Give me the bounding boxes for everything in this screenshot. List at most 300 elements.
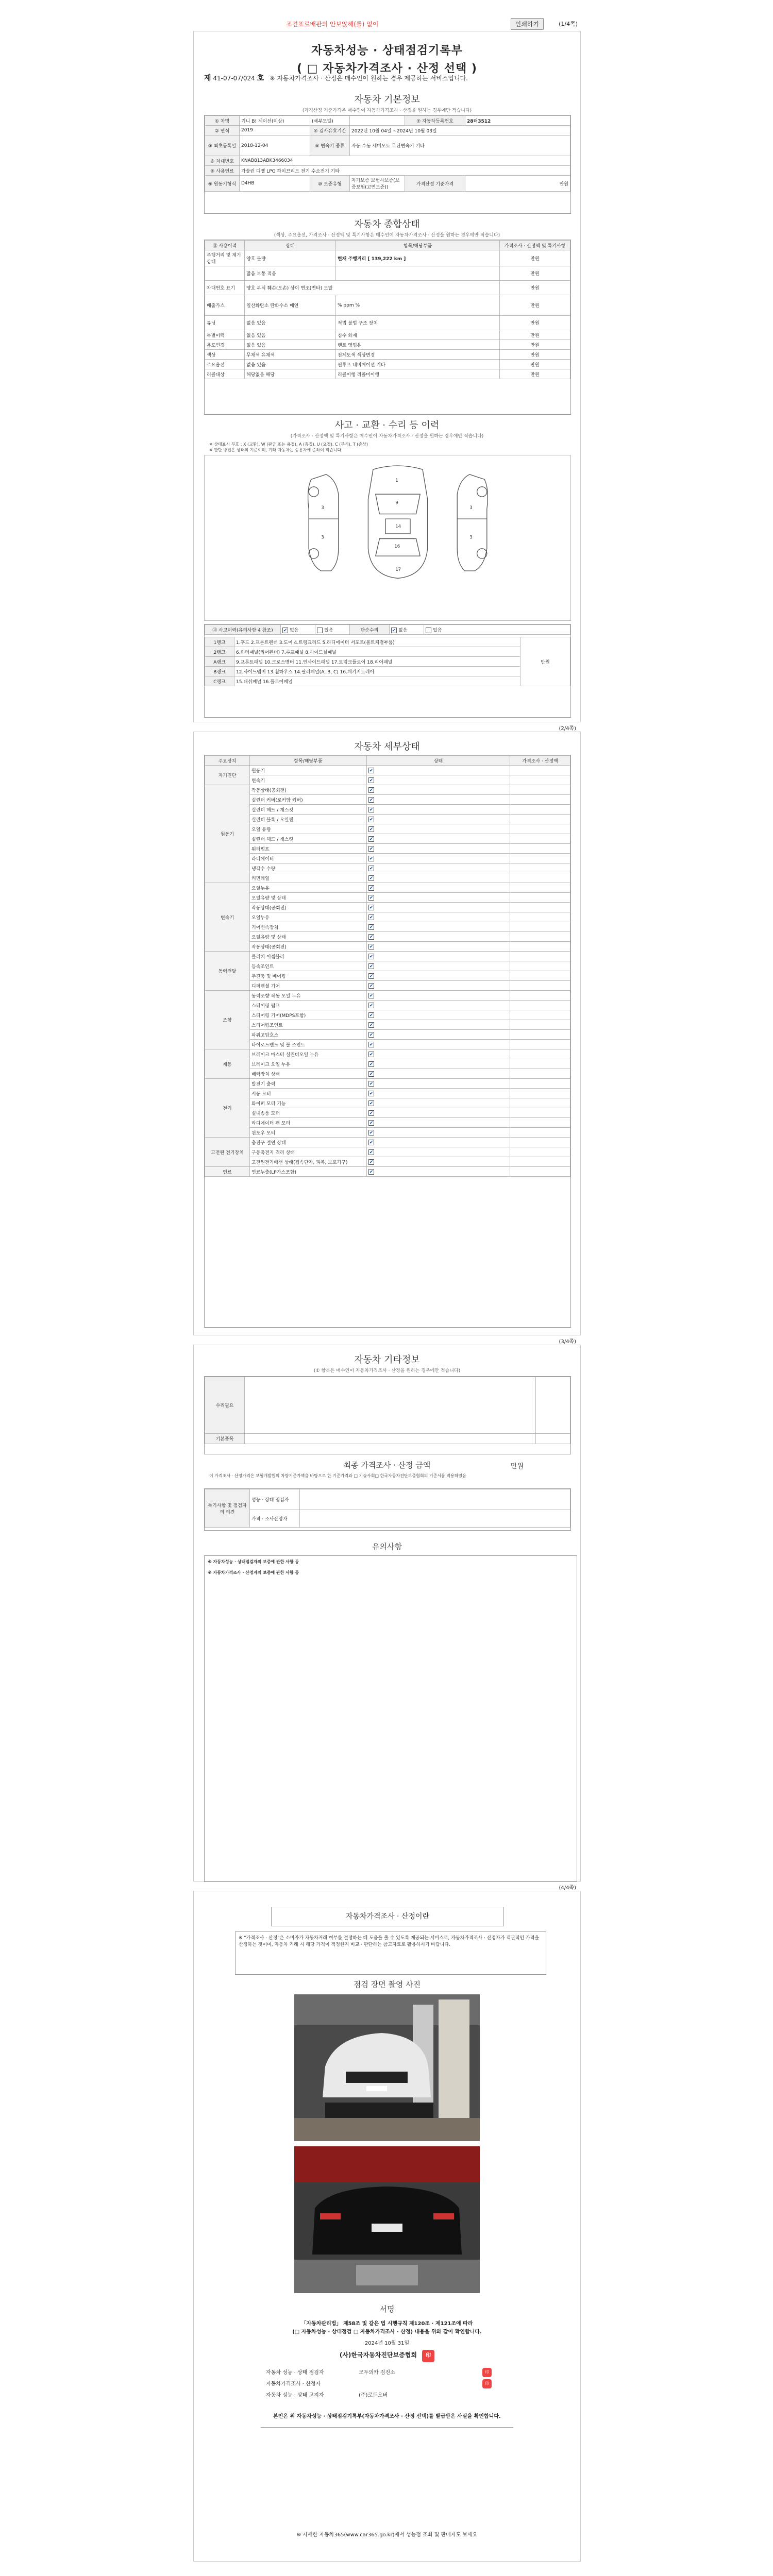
other-title: 자동차 기타정보 <box>354 1354 420 1365</box>
car-photo-rear-image <box>294 2146 480 2293</box>
detail-row <box>205 805 570 815</box>
sign-rows <box>266 2368 508 2402</box>
detail-item-name: 오일누유 <box>250 912 367 922</box>
detail-price-cell <box>510 1147 570 1157</box>
transmission-label: ⑤ 변속기 종류 <box>310 135 350 156</box>
detail-state-cell <box>367 1079 510 1089</box>
summary-state: 많음 보통 적음 <box>245 266 336 281</box>
diagram-number: 3 <box>469 535 473 540</box>
detail-item-name: 실린더 헤드 / 개스킷 <box>250 805 367 815</box>
vin-value: KNAB813ABK3466034 <box>240 156 570 166</box>
checkbox-icon <box>282 628 288 633</box>
checkbox-icon <box>368 1140 374 1145</box>
detail-header-state: 상태 <box>367 756 510 766</box>
detail-row <box>205 1040 570 1049</box>
summary-price: 만원 <box>500 360 570 369</box>
detail-state-cell <box>367 795 510 805</box>
caution-box <box>204 1555 577 1882</box>
checkbox-icon <box>368 895 374 901</box>
warranty-label: ⑩ 보증유형 <box>310 176 350 192</box>
detail-row <box>205 1128 570 1138</box>
detail-row <box>205 873 570 883</box>
detail-item-name: 실내송풍 모터 <box>250 1108 367 1118</box>
guide-title: 자동차가격조사 · 산정이란 <box>271 1907 504 1926</box>
checkbox-icon <box>368 866 374 871</box>
detail-item-name: 작동상태(공회전) <box>250 903 367 912</box>
detail-item-name: 오일유량 및 상태 <box>250 893 367 903</box>
detail-row <box>205 1020 570 1030</box>
sign-row-label: 자동차 성능 · 상태 점검자 <box>266 2370 324 2376</box>
sub-model-value <box>350 116 405 126</box>
detail-item-name: 오일누유 <box>250 883 367 893</box>
final-price-unit: 만원 <box>510 1463 524 1470</box>
summary-item: 튜닝 <box>205 316 245 330</box>
detail-group-name: 전기 <box>205 1079 250 1138</box>
detail-row <box>205 1138 570 1147</box>
diagram-number: 3 <box>321 535 324 540</box>
detail-state-cell <box>367 952 510 961</box>
checkbox-icon <box>368 777 374 783</box>
summary-detail: 렌트 영업용 <box>336 340 500 350</box>
sign-date: 2024년 10월 31일 <box>364 2341 410 2346</box>
checkbox-icon <box>426 628 431 633</box>
checkbox-icon <box>368 993 374 998</box>
summary-state: 일산화탄소 탄화수소 매연 <box>245 295 336 316</box>
fuel-value: 가솔린 디젤 LPG 하이브리드 전기 수소전기 기타 <box>240 166 570 176</box>
detail-row <box>205 1001 570 1010</box>
diagram-number: 16 <box>394 544 400 549</box>
legend-line-2: ※ 판단 방법은 상태의 기준이며, 기타 자동차는 승용차에 준하여 적습니다 <box>209 448 342 452</box>
detail-item-name: 원동기 <box>250 766 367 775</box>
rank-items: 12.사이드멤버 13.휠하우스 14.필러패널(A, B, C) 16.패키지트레이 <box>234 667 520 676</box>
checkbox-icon <box>368 807 374 812</box>
checkbox-icon <box>368 954 374 959</box>
detail-row <box>205 795 570 805</box>
basic-info-note: (가격산정 기준가격은 매수인이 자동차가격조사 · 산정을 원하는 경우에만 적습니다) <box>302 108 472 113</box>
detail-price-cell <box>510 1040 570 1049</box>
detail-row <box>205 971 570 981</box>
repair-yes: 있음 <box>424 625 570 635</box>
detail-state-cell <box>367 883 510 893</box>
summary-state: 양호 불량 <box>245 250 336 266</box>
detail-header-item: 항목/해당부품 <box>250 756 367 766</box>
detail-price-cell <box>510 1098 570 1108</box>
detail-price-cell <box>510 795 570 805</box>
detail-price-cell <box>510 805 570 815</box>
page-1 <box>193 31 581 722</box>
detail-item-name: 연료누출(LP가스포함) <box>250 1167 367 1177</box>
reg-note: ※ 자동차가격조사 · 산정은 매수인이 원하는 경우 제공하는 서비스입니다. <box>270 75 468 82</box>
summary-detail: 침수 화재 <box>336 330 500 340</box>
summary-header-usage: ⑪ 사용이력 <box>205 241 245 250</box>
rank-items: 15.대쉬패널 16.플로어패널 <box>234 676 520 686</box>
detail-row <box>205 893 570 903</box>
detail-price-cell <box>510 971 570 981</box>
car-name-value: 기니 B! 제이션(미상) <box>240 116 310 126</box>
detail-row <box>205 1118 570 1128</box>
detail-price-cell <box>510 912 570 922</box>
summary-item: 색상 <box>205 350 245 360</box>
detail-state-cell <box>367 1098 510 1108</box>
summary-title: 자동차 종합상태 <box>354 219 420 230</box>
basic-items-price <box>536 1434 570 1444</box>
detail-state-cell <box>367 942 510 952</box>
detail-item-name: 오일 유량 <box>250 824 367 834</box>
accident-rank-table <box>204 624 571 718</box>
detail-price-cell <box>510 1089 570 1098</box>
reg-suffix: 호 <box>257 74 264 82</box>
detail-header-price: 가격조사 · 산정액 <box>510 756 570 766</box>
detail-price-cell <box>510 766 570 775</box>
appraiser-opinion <box>300 1510 570 1528</box>
sign-row-label: 자동차 성능 · 상태 고지자 <box>266 2393 324 2398</box>
summary-price: 만원 <box>500 266 570 281</box>
detail-row <box>205 991 570 1001</box>
detail-group-name: 자기진단 <box>205 766 250 785</box>
detail-title: 자동차 세부상태 <box>354 741 420 752</box>
checkbox-icon <box>368 846 374 852</box>
diagram-number: 1 <box>395 478 398 484</box>
checkbox-icon <box>368 1130 374 1136</box>
repair-price-cell <box>536 1377 570 1434</box>
engine-type-label: ⑨ 원동기형식 <box>205 176 240 192</box>
detail-item-name: 디퍼렌셜 기어 <box>250 981 367 991</box>
detail-item-name: 라디에이터 팬 모터 <box>250 1118 367 1128</box>
detail-item-name: 동력조향 작동 오일 누유 <box>250 991 367 1001</box>
accident-legend <box>209 442 570 453</box>
detail-state-cell <box>367 1138 510 1147</box>
detail-state-cell <box>367 1118 510 1128</box>
rank-items: 6.쿼터패널(리어펜더) 7.루프패널 8.사이드실패널 <box>234 647 520 657</box>
detail-item-name: 라디에이터 <box>250 854 367 863</box>
summary-price: 만원 <box>500 281 570 295</box>
detail-row <box>205 844 570 854</box>
sign-law-line-2: (□ 자동차성능 · 상태점검 □ 자동차가격조사 · 산정) 내용을 위와 같이 확인합니다. <box>292 2329 482 2335</box>
detail-item-name: 와이퍼 모터 기능 <box>250 1098 367 1108</box>
detail-price-cell <box>510 863 570 873</box>
summary-price: 만원 <box>500 316 570 330</box>
car-diagram <box>287 460 509 583</box>
checkbox-icon <box>368 817 374 822</box>
checkbox-icon <box>368 1110 374 1116</box>
detail-item-name: 시동 모터 <box>250 1089 367 1098</box>
detail-row <box>205 766 570 775</box>
detail-state-cell <box>367 873 510 883</box>
detail-row <box>205 1079 570 1089</box>
summary-state: 없음 있음 <box>245 330 336 340</box>
diagram-number: 3 <box>321 505 324 511</box>
detail-item-name: 기어변속장치 <box>250 922 367 932</box>
sign-confirm-text: 본인은 위 자동차성능 · 상태점검기록부(자동차가격조사 · 산정 선택)를 발급받은 사실을 확인합니다. <box>273 2414 501 2419</box>
top-bar <box>193 16 580 32</box>
detail-state-cell <box>367 844 510 854</box>
accident-none: ✔ 없음 <box>281 625 315 635</box>
accident-history-label: ⑫ 사고이력(유의사항 4 참조) <box>205 625 281 635</box>
detail-state-cell <box>367 1069 510 1079</box>
summary-detail: 적법 불법 구조 장치 <box>336 316 500 330</box>
detail-item-name: 타이로드엔드 및 볼 조인트 <box>250 1040 367 1049</box>
checkbox-icon <box>368 856 374 861</box>
detail-state-cell <box>367 912 510 922</box>
detail-price-cell <box>510 991 570 1001</box>
checkbox-icon <box>368 1071 374 1077</box>
inspection-period-value: 2022년 10월 04일 ~2024년 10월 03일 <box>350 126 570 135</box>
sign-title: 서명 <box>379 2304 395 2314</box>
fuel-label: ⑧ 사용연료 <box>205 166 240 176</box>
warranty-value: 자가보증 보험사보증(보증보험(고연보증)) <box>350 176 405 192</box>
detail-price-cell <box>510 775 570 785</box>
summary-state: 없음 있음 <box>245 360 336 369</box>
summary-item: 특별이력 <box>205 330 245 340</box>
checkbox-icon <box>368 1012 374 1018</box>
detail-group-name: 동력전달 <box>205 952 250 991</box>
summary-state: 없음 있음 <box>245 340 336 350</box>
detail-row <box>205 863 570 873</box>
checkbox-icon <box>368 797 374 803</box>
detail-price-cell <box>510 903 570 912</box>
year-value: 2019 <box>240 126 310 135</box>
print-button[interactable]: 인쇄하기 <box>511 18 544 30</box>
detail-price-cell <box>510 1001 570 1010</box>
final-price-title: 최종 가격조사 · 산정 금액 <box>343 1461 431 1470</box>
rank-label: B랭크 <box>205 667 234 676</box>
detail-item-name: 작동상태(공회전) <box>250 942 367 952</box>
detail-state-cell <box>367 815 510 824</box>
summary-header-detail: 항목/해당부품 <box>336 241 500 250</box>
detail-price-cell <box>510 1167 570 1177</box>
detail-price-cell <box>510 1157 570 1167</box>
checkbox-icon <box>368 1159 374 1165</box>
summary-price: 만원 <box>500 369 570 379</box>
notice-link[interactable]: 조견표로배판의 안보않해(를) 없이 <box>286 21 379 28</box>
detail-item-name: 스티어링 펌프 <box>250 1001 367 1010</box>
detail-header-device: 주요장치 <box>205 756 250 766</box>
detail-state-cell <box>367 834 510 844</box>
diagram-number: 3 <box>469 505 473 511</box>
summary-detail: 썬루프 네비게이션 기타 <box>336 360 500 369</box>
detail-row <box>205 854 570 863</box>
diagram-number: 9 <box>395 500 398 506</box>
detail-group-name: 조향 <box>205 991 250 1049</box>
rank-price: 만원 <box>520 637 570 686</box>
checkbox-icon <box>368 1149 374 1155</box>
page-2 <box>193 726 581 1335</box>
detail-state-cell <box>367 1157 510 1167</box>
other-table <box>204 1376 571 1454</box>
detail-state-cell <box>367 991 510 1001</box>
inspection-photo-rear <box>294 2146 480 2293</box>
summary-item <box>205 266 245 281</box>
detail-state-cell <box>367 1049 510 1059</box>
checkbox-icon <box>368 875 374 881</box>
summary-state: 없음 있음 <box>245 316 336 330</box>
page-3 <box>193 1339 581 1882</box>
detail-item-name: 파워고압호스 <box>250 1030 367 1040</box>
checkbox-icon <box>368 1003 374 1008</box>
detail-item-name: 변속기 <box>250 775 367 785</box>
detail-price-cell <box>510 1030 570 1040</box>
detail-group-name: 연료 <box>205 1167 250 1177</box>
inspector-opinion <box>300 1489 570 1510</box>
base-price-value: 만원 <box>465 176 570 192</box>
detail-item-name: 워터펌프 <box>250 844 367 854</box>
detail-item-name: 클러치 어셈블리 <box>250 952 367 961</box>
detail-state-cell <box>367 1108 510 1118</box>
detail-state-cell <box>367 854 510 863</box>
detail-item-name: 고전원전기배선 상태(접속단자, 피복, 보호기구) <box>250 1157 367 1167</box>
detail-row <box>205 932 570 942</box>
summary-price: 만원 <box>500 340 570 350</box>
caution-title: 유의사항 <box>372 1542 402 1551</box>
checkbox-icon <box>368 1032 374 1038</box>
detail-row <box>205 1167 570 1177</box>
detail-state-cell <box>367 1001 510 1010</box>
page-number: (3/4쪽) <box>559 1339 576 1345</box>
title-line-2: ( □ 자동차가격조사 · 산정 선택 ) <box>297 62 477 75</box>
checkbox-icon <box>368 944 374 950</box>
checkbox-icon <box>368 1120 374 1126</box>
detail-row <box>205 1030 570 1040</box>
page-number: (2/4쪽) <box>559 726 576 732</box>
mileage-detail: 현재 주행거리 [ 139,222 km ] <box>336 250 500 266</box>
checkbox-icon <box>368 1022 374 1028</box>
detail-state-cell <box>367 1030 510 1040</box>
detail-price-cell <box>510 942 570 952</box>
first-reg-label: ③ 최초등록일 <box>205 135 240 156</box>
detail-row <box>205 981 570 991</box>
summary-item: 용도변경 <box>205 340 245 350</box>
summary-item: 주행거리 및 계기상태 <box>205 250 245 266</box>
detail-price-cell <box>510 1010 570 1020</box>
detail-state-cell <box>367 1020 510 1030</box>
detail-price-cell <box>510 1138 570 1147</box>
engine-type-value: D4HB <box>240 176 310 192</box>
detail-row <box>205 942 570 952</box>
detail-row <box>205 1098 570 1108</box>
detail-row <box>205 952 570 961</box>
summary-item: 리콜대상 <box>205 369 245 379</box>
seal-stamp-icon: 印 <box>422 2350 434 2362</box>
rank-items: 1.후드 2.프론트펜더 3.도어 4.트렁크리드 5.라디에이터 서포트(볼트체결부품) <box>234 637 520 647</box>
detail-table <box>204 755 571 1328</box>
basic-info-title: 자동차 기본정보 <box>354 94 420 105</box>
rank-label: 2랭크 <box>205 647 234 657</box>
accident-note: (가격조사 · 산정액 및 특기사항은 매수인이 자동차가격조사 · 산정을 원하는 경우에만 적습니다) <box>290 434 484 439</box>
plate-label: ⑦ 자동차등록번호 <box>405 116 465 126</box>
detail-row <box>205 834 570 844</box>
detail-row <box>205 883 570 893</box>
reg-prefix: 제 <box>204 74 211 82</box>
registration-line <box>204 73 570 83</box>
sign-law-line-1: 「자동차관리법」 제58조 및 같은 법 시행규칙 제120조 · 제121조에 따라 <box>301 2321 473 2327</box>
detail-group-name: 변속기 <box>205 883 250 952</box>
detail-row <box>205 961 570 971</box>
detail-price-cell <box>510 824 570 834</box>
detail-item-name: 배력장치 상태 <box>250 1069 367 1079</box>
rank-items: 9.프론트패널 10.크로스멤버 11.인사이드패널 17.트렁크플로어 18.리어패널 <box>234 657 520 667</box>
summary-state: 해당없음 해당 <box>245 369 336 379</box>
detail-price-cell <box>510 1059 570 1069</box>
detail-item-name: 추진축 및 베어링 <box>250 971 367 981</box>
detail-state-cell <box>367 775 510 785</box>
detail-price-cell <box>510 922 570 932</box>
basic-info-table <box>204 115 571 214</box>
car-name-label: ① 차명 <box>205 116 240 126</box>
detail-row <box>205 1010 570 1020</box>
detail-price-cell <box>510 873 570 883</box>
checkbox-icon <box>368 787 374 793</box>
detail-item-name: 실린더 블록 / 오일팬 <box>250 815 367 824</box>
detail-state-cell <box>367 893 510 903</box>
detail-item-name: 작동상태(공회전) <box>250 785 367 795</box>
summary-item: 차대번호 표기 <box>205 281 245 295</box>
detail-price-cell <box>510 893 570 903</box>
rank-label: 1랭크 <box>205 637 234 647</box>
detail-price-cell <box>510 844 570 854</box>
repair-needed-grid <box>245 1377 536 1434</box>
detail-price-cell <box>510 1128 570 1138</box>
sign-line <box>261 2427 513 2428</box>
detail-row <box>205 1147 570 1157</box>
inspector-label: 성능 · 상태 점검자 <box>250 1489 300 1510</box>
guide-text: ※ "가격조사 · 산정"은 소비자가 자동차거래 여부를 결정하는 데 도움을 줄 수 있도록 제공되는 서비스로, 자동차가격조사 · 산정자가 객관적인 가격을 산정하는 것이며, 자동차 거래 시 해당 가격이 적정한지 비교 · 판단하는 참고자료로 활용하시기 바랍니다. <box>235 1931 546 1975</box>
detail-item-name: 스티어링조인트 <box>250 1020 367 1030</box>
page-number: (4/4쪽) <box>559 1885 576 1891</box>
checkbox-icon <box>368 836 374 842</box>
detail-state-cell <box>367 922 510 932</box>
detail-item-name: 냉각수 수량 <box>250 863 367 873</box>
detail-price-cell <box>510 1069 570 1079</box>
simple-repair-label: 단순수리 <box>350 625 390 635</box>
reg-number: 41-07-07/024 <box>213 75 255 82</box>
plate-value: 28더3512 <box>465 116 570 126</box>
detail-state-cell <box>367 863 510 873</box>
year-label: ② 연식 <box>205 126 240 135</box>
detail-item-name: 스티어링 기어(MDPS포함) <box>250 1010 367 1020</box>
detail-item-name: 브레이크 마스터 실린더오일 누유 <box>250 1049 367 1059</box>
detail-row <box>205 1049 570 1059</box>
detail-row <box>205 1157 570 1167</box>
sign-row-value: (주)로드오버 <box>359 2393 388 2398</box>
summary-price: 만원 <box>500 250 570 266</box>
title-line-1: 자동차성능 · 상태점검기록부 <box>311 44 463 57</box>
detail-price-cell <box>510 883 570 893</box>
caution-section-2-title: ※ 자동차가격조사 · 산정자의 보증에 관한 사항 등 <box>208 1570 299 1575</box>
detail-item-name: 구동축전지 격리 상태 <box>250 1147 367 1157</box>
detail-item-name: 커먼레일 <box>250 873 367 883</box>
checkbox-icon <box>368 1061 374 1067</box>
base-price-label: 가격산정 기준가격 <box>405 176 465 192</box>
detail-state-cell <box>367 981 510 991</box>
checkbox-icon <box>368 924 374 930</box>
detail-price-cell <box>510 932 570 942</box>
rank-label: C랭크 <box>205 676 234 686</box>
vin-label: ⑥ 차대번호 <box>205 156 240 166</box>
detail-item-name: 실린더 헤드 / 개스킷 <box>250 834 367 844</box>
other-note: (① 항목은 매수인이 자동차가격조사 · 산정을 원하는 경우에만 적습니다) <box>313 1368 461 1374</box>
detail-state-cell <box>367 805 510 815</box>
summary-price: 만원 <box>500 330 570 340</box>
detail-row <box>205 775 570 785</box>
summary-table <box>204 240 571 415</box>
detail-row <box>205 824 570 834</box>
summary-header-state: 상태 <box>245 241 336 250</box>
diagram-number: 17 <box>395 567 401 572</box>
checkbox-icon <box>368 983 374 989</box>
transmission-value: 자동 수동 세미오토 무단변속기 기타 <box>350 135 570 156</box>
detail-row <box>205 815 570 824</box>
detail-item-name: 충전구 절연 상태 <box>250 1138 367 1147</box>
